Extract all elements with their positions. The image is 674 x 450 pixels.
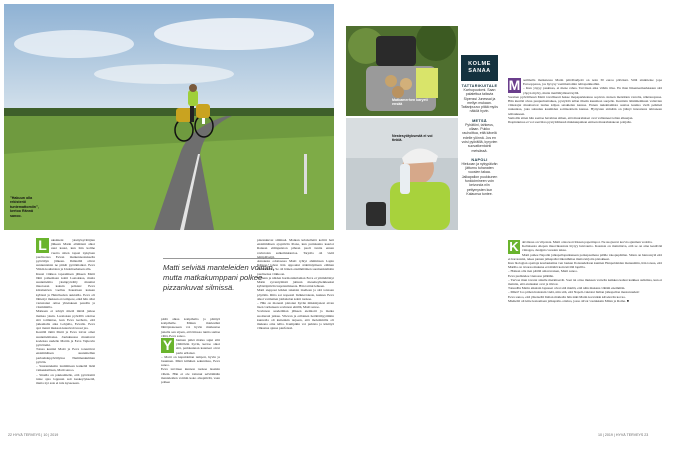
dropcap-k: K	[509, 240, 519, 254]
paragraph: Eeva sanoo, että yhteisellä Italian matkalla hän näki Matin korvatkin kävelevän kovaa.	[508, 294, 626, 299]
dropcap-l: L	[36, 238, 49, 253]
paragraph: – Mikä? Jos pitäen halaaisin vielä, niin sitä, että Napoli-vaktaisi Italian jalkapallon mestaruuden!	[508, 290, 640, 295]
paragraph: Sovinnon saadeilman jälkeen aiemioiti ja matka suotturaal jatkua. Vilevan ja erilainen herättämyytimiin kunnolla oli kuitenkin tarpeen, että molemmilla oli mukana oma tellta. Kumpikin voi puhista ja käsittyä vilkastua ajassa pierfeissä.	[257, 309, 334, 331]
article-column-right-bottom	[508, 240, 662, 428]
paragraph: Toissa kesänä Matti ja Eeva toteuttivat ensimmäisen suunnitellun parisuhdepyöräilynsa Nummenkulman pyörän.	[36, 347, 95, 364]
paragraph: Kuusi viikkoa tapaamisen jälkeen Matti lähti polkemaan kohti Laatokkaa, mutta suunnitelma yksinpyöräily muuttui muotoaan kaksin polkien: Eeva kilometrien vaellus Kaustisen kansan kylässä ja Heinäveden aukioilla. Eeva oli lähtenyt mukaan ex tempore, eikä hän ollut varustanut omaa yhteiskeen passilla ja vitamiinilla.	[36, 271, 95, 310]
sidebar-text: Karhupuutomi. Saan palatettua taitavia Sipenssi Junessai ja mellyn mukaan. Tattaripuuvo pitää myös näköä hyvin.	[461, 88, 498, 114]
paragraph: ahvilassa on vilpoista. Matti ottaa korvitisaan paperitapot. Ne suojaavat korvia ajanmen vedolta.	[522, 240, 653, 244]
paragraph: Eeva tarvitsee kunnon ruokaa lasaisin välein. Hän ei ole tottunut selviämään manteleiden voimin koko alaspäivää, vaan polkee	[161, 367, 220, 385]
paragraph: Matti puhee Napolin jalkapalloputkuneen poikapaamasa päälle tokopupäälan. Sitten on hienotaytä että ei harrastaisi, tekee pienen jalkapalloviikonihmaa mutta kirjoita pistokkeet.	[508, 252, 662, 261]
paragraph: Matkaan ei tehtyä mielä mitää jatkaa matkaa yksin. Luottokan pyörällä odottaa sitä toimintaa, kun Eeva kerhoin, että jatkamalla aika Lohjalla, Eevalla. Eeva ajoi tiensä mukaan kuusivalovuosi jaa.	[36, 309, 95, 331]
sidebar-text: Hieluoan ja nykypäivän jätturnu tuhanaten vuosien takaa. Jalkapallon puukkunen funkioimineen voin keivonda niin pettymysten kun Kalaunsa tuntee.	[461, 161, 498, 196]
article-column-2a	[100, 338, 158, 426]
paragraph: Totuudlla Matin aikaisin lapsuset oivat sitä mieltä, että näin mukana vähäm enemmän.	[508, 286, 626, 291]
paragraph: Hellenn ja näiden hormonitutlaman Eeva ei ymmärtänyt Matin syventymistä juttuun meseiteyheikkaaksi kylästäpäivän laajentamisesta. Hän tarttui lehteen.	[257, 275, 334, 289]
paragraph: Kun biologian opettaja koulauksiina ven loukan Iloisuudeltaan kuntien Hanpaldaiden manusmiin, hän toteaa, että Matilla on tavaraa mukana eri määrä koin kivillä laprilla.	[508, 261, 662, 270]
paragraph: Suomen pyöräillessä Matti tavallisesti hakee mapaparkkatusa sopivan oloisen metsätien varrelta, näkösuojassa. Hän kiertää sivua puupurinsitaikee, pystyttää tellan tiheän kuusikon suojelle. Kesäisin ääniimeimuun valtavien viitustajat muuttaavat laulua kilpaa satakielen kanssa. Ennen nukahtamista saattaa kuulua vielä pehmeä ruakuntaa, joka sulautuu kaumiden soitinsoittein kanssa. Hyttysten sirinään on jäänyt innostusta tahtoneen telttaukseen.	[508, 94, 662, 116]
sidebar-text: Pyhätöni, tahkeus, ollaan. Pukko rauhoittua, että kävelä edelle ylönnä. Jos en voisi pyöräillä, kyryvien suovatkentointi metsässä.	[461, 122, 498, 153]
paragraph: – Suurenteksiin lautimiteen kaikeltä lisää vaikeuksiltaan, Matti sanoo.	[36, 364, 95, 373]
sidebar-heading: NAPOLI	[471, 157, 488, 162]
paragraph: hteinen pitkä matka sujui silti yllättävän hyvin, kertoo sikoi sitä, pariskunnan kaanteet oivat perin erilaiset.	[176, 338, 220, 355]
paragraph: – Matti on kapuloiman tempoä, hyvin ja lasunnen. Minä kiiluhen sekuntissa, Eeva sanoo.	[161, 354, 220, 368]
paragraph: Eeva pudistelee vienossa päätään.	[508, 273, 554, 278]
paragraph: uksinteni yksityisyrittäjien jälkeen Matin elämässä alkoi uusi kausi, kun hän kolme vuotta sitten tapasi nykyisen puolisonsa Eevan maikennostuksella pyöräilyn jälkeen. Ihmisillä olivat sunnuntaisin ne pitkät pyörämatkat. Eeva Viikin koulutalon ja Uusimaahaisen alla.	[36, 238, 95, 272]
paragraph: Mieheltä oli kiire katsomaan jalkapallo-ottelua, jossa olivat vastakkain Milan ja Roma. ■	[508, 298, 629, 303]
sidebar-heading: TATTARIKUITALE	[461, 84, 498, 88]
paragraph: Kesällä tämä Matti ja Eeva loivat omat suunnitelmansa. Joulukuussa muuttavat kodeissa uudelle Mattin ja Eeva Vajkovin pyöräretki.	[36, 330, 95, 348]
kolme-sanaa-badge: KOLME SANAA	[461, 55, 498, 81]
paragraph: Ihopinnuissa ei voi saavittaa pystyttämessä makkuupaikan entisen muurahaiskeon pohjalle.	[508, 120, 632, 125]
photo-caption: ”Hakuun olla rekisteröi tuntemattomiin”, kertoo Rännä sanoo.	[10, 196, 39, 218]
paragraph: Matti sieppasi lehden takaisin itselleen ja sitä toistaan pöytään. Riita sai nopeasti lisäkierroksia, kunnes Eeva alkoi varmaiten jaldattelan kohti ruokaa.	[257, 288, 334, 301]
cycling-photo-scene	[4, 4, 334, 230]
sidebar-three-words	[461, 84, 498, 196]
article-column-2b	[161, 338, 220, 426]
paragraph: – Sinulla on pakkomielle, että pyöräreitti tulee ajaa loppuun asti keskeytyksettä, mutta nyt asia ei tule kyseeseen.	[36, 372, 95, 385]
paragraph: Keltaisesta Alepan muovikassista löytyy luisvautto. Kassista on mainittava, että se on aina kestävää vintagea, designia vuosien takaa.	[522, 244, 662, 253]
paragraph: Annoksia odottaessa Matti ryhtyi ahmimaan Lapin Kansaa, johon hän uppoutui näköintymeen elämen intohimoilla. Se oli hänen ensimmäinen suomenkielisiin puolisensa viikkoon.	[257, 259, 334, 276]
paragraph: – Hän on monesti platonut hyvän mikkinysiesi aivan lisen varhaiseen sovinnon ehtillä, Matti sanoo.	[257, 301, 334, 310]
paragraph: – Kun yöpyy puskissa, ei mene rahaa. Tarvitsen aika vähän tilaa. En ihan liikenteemerkkasun sitä yöpyn myöty, mutta tienlähtymissä kyllä.	[523, 86, 662, 95]
article-column-1	[36, 238, 95, 428]
photo1-caption: Matkamerhen karyeti ensää	[392, 98, 428, 107]
page-footer-right: 10 | 2019 | HYVÄ TERVEYS 23	[598, 433, 649, 437]
paragraph: pizzankuvat silmissä. Matkan kristiellettä kolitti heti ensimmäisen ajopäivän illana, kun puriskunta kaartoi Ranuan eläinpuiston pihaan puoli tuntia ennen ravintolan sulkemiskiertoa. Tarjolla oli vielä lehtipihveijä.	[257, 238, 334, 259]
page-footer-left: 22 HYVÄ TERVEYS | 10 | 2019	[8, 433, 59, 437]
paragraph: aailmalla matkatessa Matin päiväbudjetti on noin 30 euroa päivässä. Sillä sinnittelee jopa Eurooppassa, jos hyvysy vaatimattomin telttapaikkoihin.	[523, 78, 662, 87]
paragraph: pitää alkaa kotipihalta ja päättyä kotipihalle. Minun mielestäni lähtöpisteeseen voi hyvin matkustaa junalla sen sijaan, että hiissaa tuntia samaa väliä, Eeva sanoo.	[161, 317, 220, 338]
cycling-photo	[4, 4, 334, 230]
dropcap-m: M	[508, 78, 521, 93]
paragraph: Samoilla sitten hän saattaa havahtua siihen, että muurahaiset ovat vallanneet teltan alkuajan.	[508, 115, 634, 120]
article-column-right-top	[508, 78, 662, 218]
pull-quote: Matti selviää manteleiden voimin, mutta matkakumppani polkee pizzankuvat silmissä.	[163, 258, 289, 292]
paragraph: – Turvaa mun tavarat sinulle merkitsevät. Saat tai ottaa mukaan varrella kaikkea kalusi kaikkea sulkitiaa, kun ei mainita, että etulaukut ovat ja tilavat.	[508, 277, 662, 287]
dropcap-y: Y	[162, 338, 173, 353]
paragraph: – Haluan olla tien päällä omavaraisen, Matti sanoo.	[508, 269, 578, 274]
photo2-caption: Nestesyötyksestä ei voi tinkiä.	[392, 134, 433, 143]
sidebar-heading: METSÄ	[472, 118, 487, 123]
article-column-3	[257, 238, 334, 428]
